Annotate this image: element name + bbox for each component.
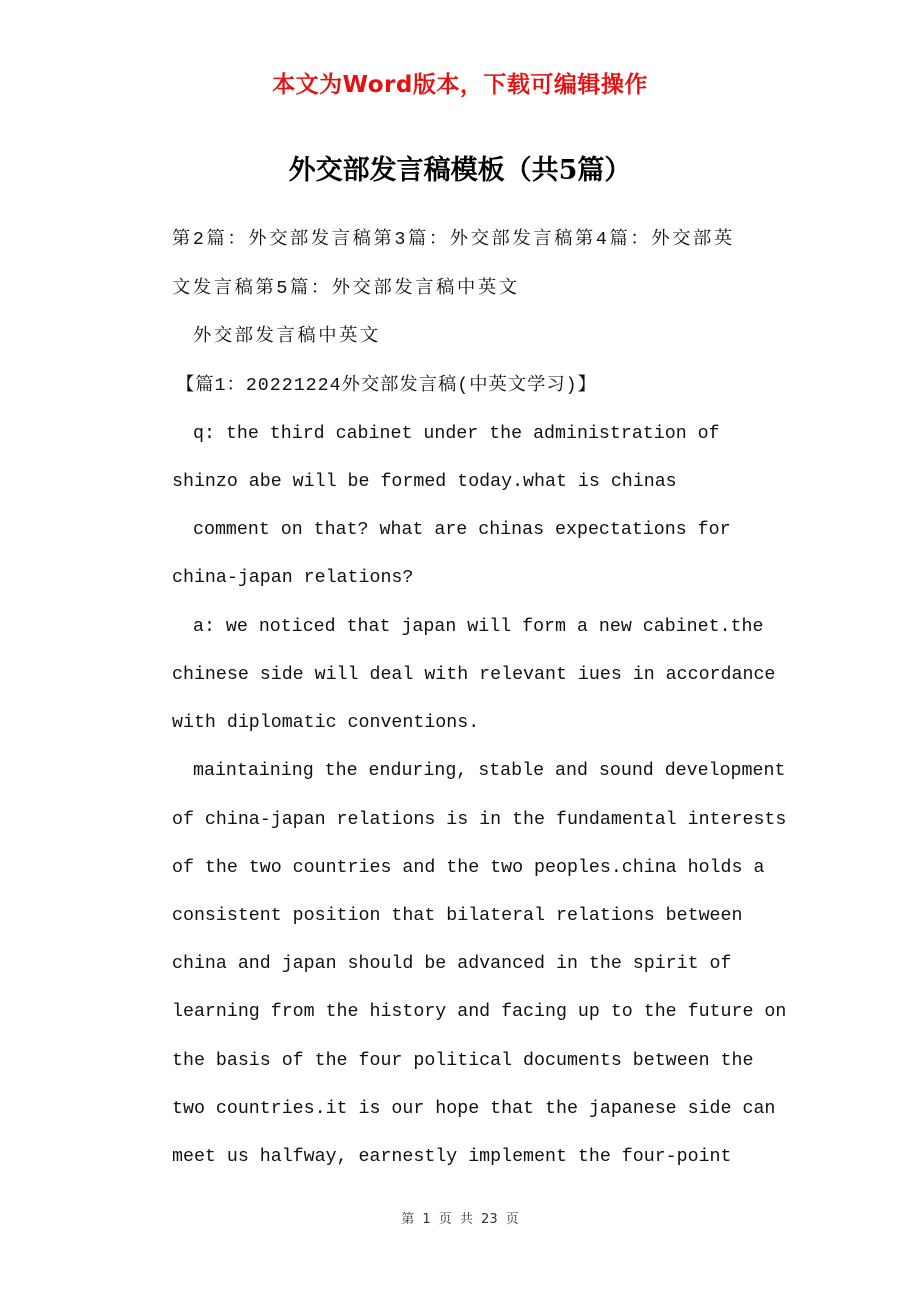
body-line: a: we noticed that japan will form a new cabinet.the — [193, 617, 764, 637]
body-line: comment on that? what are chinas expectations for — [193, 520, 731, 540]
body-line: shinzo abe will be formed today.what is chinas — [172, 472, 677, 492]
body-line: chinese side will deal with relevant iues in accordance — [172, 665, 776, 685]
body-line: 外交部发言稿中英文 — [193, 327, 381, 347]
body-line: meet us halfway, earnestly implement the four-point — [172, 1147, 732, 1167]
body-line: of the two countries and the two peoples.china holds a — [172, 858, 765, 878]
section-heading: 【篇1：20221224外交部发言稿(中英文学习)】 — [176, 376, 597, 396]
body-line: learning from the history and facing up to the future on — [172, 1002, 787, 1022]
body-line: consistent position that bilateral relations between — [172, 906, 743, 926]
body-line: two countries.it is our hope that the japanese side can — [172, 1099, 776, 1119]
editable-version-banner: 本文为Word版本，下载可编辑操作 — [272, 72, 648, 98]
body-line: q: the third cabinet under the administration of — [193, 424, 720, 444]
document-title: 外交部发言稿模板（共5篇） — [288, 155, 632, 186]
body-line: 文发言稿第5篇：外交部发言稿中英文 — [172, 279, 520, 299]
body-line: china and japan should be advanced in the spirit of — [172, 954, 732, 974]
body-line: maintaining the enduring, stable and sound development — [193, 761, 786, 781]
body-line: 第2篇：外交部发言稿第3篇：外交部发言稿第4篇：外交部英 — [172, 230, 735, 250]
body-line: the basis of the four political documents between the — [172, 1051, 754, 1071]
page-number-footer: 第 1 页 共 23 页 — [401, 1212, 519, 1227]
body-line: of china-japan relations is in the fundamental interests — [172, 810, 787, 830]
body-line: with diplomatic conventions. — [172, 713, 480, 733]
body-line: china-japan relations? — [172, 568, 414, 588]
